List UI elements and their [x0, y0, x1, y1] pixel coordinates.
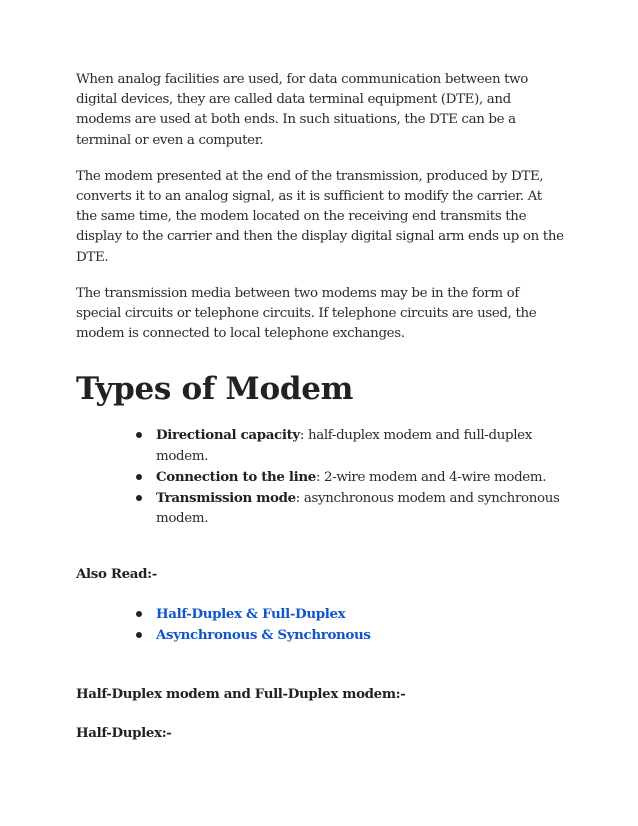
type-term: Connection to the line — [156, 468, 316, 485]
bullet-dot-icon — [136, 611, 142, 617]
bullet-dot-icon — [136, 632, 142, 638]
types-list — [76, 425, 566, 529]
list-item — [76, 425, 566, 466]
list-item — [76, 467, 566, 488]
list-item — [76, 625, 566, 646]
link-async-sync[interactable]: Asynchronous & Synchronous — [156, 626, 371, 643]
type-description: : half-duplex modem and full-duplex modem. — [156, 428, 532, 464]
also-read-links — [76, 604, 566, 646]
type-term: Transmission mode — [156, 490, 296, 507]
type-description: : 2-wire modem and 4-wire modem. — [315, 469, 547, 485]
also-read-label: Also Read:- — [76, 566, 157, 583]
type-term: Directional capacity — [156, 427, 300, 444]
bullet-dot-icon — [136, 432, 142, 438]
paragraph-modem-conversion: The modem presented at the end of the transmission, produced by DTE, converts it to an analog signal, as it is sufficient to modify the carrier. At the same time, the modem located on the receiving end transmits the display to the carrier and then the display digital signal arm ends up on the DTE. — [76, 168, 564, 265]
subheading-half-duplex: Half-Duplex:- — [76, 725, 172, 742]
paragraph-dte-intro: When analog facilities are used, for data communication between two digital devices, they are called data terminal equipment (DTE), and modems are used at both ends. In such situations, the DTE can be a terminal or even a computer. — [76, 72, 528, 148]
list-item — [76, 488, 566, 529]
document-page — [76, 70, 566, 743]
paragraph-transmission-media: The transmission media between two modems may be in the form of special circuits or telephone circuits. If telephone circuits are used, the modem is connected to local telephone exchanges. — [76, 285, 537, 342]
section-title-types-of-modem: Types of Modem — [76, 371, 354, 408]
bullet-dot-icon — [136, 474, 142, 480]
link-half-full-duplex[interactable]: Half-Duplex & Full-Duplex — [156, 605, 346, 622]
bullet-dot-icon — [136, 495, 142, 501]
list-item — [76, 604, 566, 625]
subheading-half-full-duplex: Half-Duplex modem and Full-Duplex modem:- — [76, 686, 406, 703]
type-description: : asynchronous modem and synchronous modem. — [156, 491, 560, 527]
